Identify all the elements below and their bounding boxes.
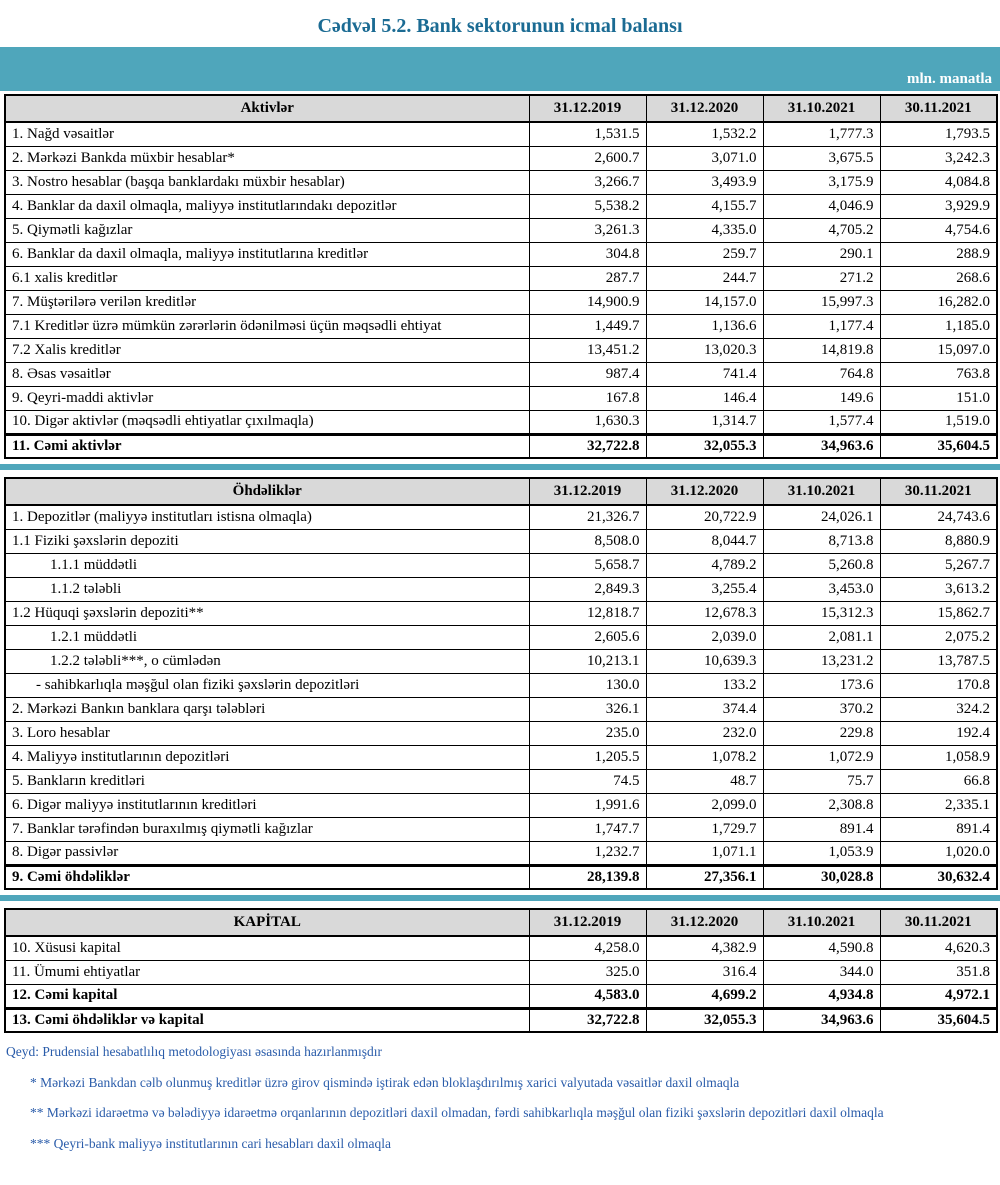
- row-label: 2. Mərkəzi Bankda müxbir hesablar*: [5, 146, 529, 170]
- cell-value: 3,613.2: [880, 577, 997, 601]
- cell-value: 316.4: [646, 960, 763, 984]
- row-label: 5. Qiymətli kağızlar: [5, 218, 529, 242]
- cell-value: 3,071.0: [646, 146, 763, 170]
- row-label: 10. Xüsusi kapital: [5, 936, 529, 960]
- table-row: [5, 386, 997, 410]
- table-row: [5, 242, 997, 266]
- table-row: [5, 625, 997, 649]
- table-section-kapital: [0, 905, 1000, 1033]
- total-row: [5, 1008, 997, 1032]
- cell-value: 173.6: [763, 673, 880, 697]
- column-header-date: 31.10.2021: [763, 95, 880, 122]
- cell-value: 5,260.8: [763, 553, 880, 577]
- row-label: 1.2.2 tələbli***, o cümlədən: [5, 649, 529, 673]
- cell-value: 14,819.8: [763, 338, 880, 362]
- cell-value: 351.8: [880, 960, 997, 984]
- table-row: [5, 122, 997, 146]
- cell-value: 48.7: [646, 769, 763, 793]
- cell-value: 14,900.9: [529, 290, 646, 314]
- cell-value: 151.0: [880, 386, 997, 410]
- cell-value: 24,026.1: [763, 505, 880, 529]
- cell-value: 4,583.0: [529, 984, 646, 1008]
- cell-value: 891.4: [880, 817, 997, 841]
- cell-value: 4,335.0: [646, 218, 763, 242]
- cell-value: 20,722.9: [646, 505, 763, 529]
- cell-value: 24,743.6: [880, 505, 997, 529]
- row-label: 1. Nağd vəsaitlər: [5, 122, 529, 146]
- row-label: 4. Banklar da daxil olmaqla, maliyyə institutlarındakı depozitlər: [5, 194, 529, 218]
- cell-value: 4,754.6: [880, 218, 997, 242]
- cell-value: 30,632.4: [880, 865, 997, 889]
- unit-label: mln. manatla: [906, 71, 992, 87]
- table-row: [5, 817, 997, 841]
- cell-value: 14,157.0: [646, 290, 763, 314]
- cell-value: 1,205.5: [529, 745, 646, 769]
- cell-value: 374.4: [646, 697, 763, 721]
- column-header-date: 30.11.2021: [880, 478, 997, 505]
- cell-value: 235.0: [529, 721, 646, 745]
- cell-value: 1,449.7: [529, 314, 646, 338]
- row-label: 1.2 Hüquqi şəxslərin depoziti**: [5, 601, 529, 625]
- cell-value: 4,789.2: [646, 553, 763, 577]
- cell-value: 8,880.9: [880, 529, 997, 553]
- table-row: [5, 314, 997, 338]
- cell-value: 4,084.8: [880, 170, 997, 194]
- cell-value: 4,590.8: [763, 936, 880, 960]
- balance-table-aktivler: [4, 94, 998, 459]
- cell-value: 5,658.7: [529, 553, 646, 577]
- cell-value: 1,071.1: [646, 841, 763, 865]
- cell-value: 32,722.8: [529, 434, 646, 458]
- row-label: 1.2.1 müddətli: [5, 625, 529, 649]
- cell-value: 232.0: [646, 721, 763, 745]
- table-row: [5, 601, 997, 625]
- cell-value: 4,046.9: [763, 194, 880, 218]
- cell-value: 28,139.8: [529, 865, 646, 889]
- cell-value: 259.7: [646, 242, 763, 266]
- row-label: 1.1 Fiziki şəxslərin depoziti: [5, 529, 529, 553]
- cell-value: 146.4: [646, 386, 763, 410]
- cell-value: 30,028.8: [763, 865, 880, 889]
- table-row: [5, 841, 997, 865]
- cell-value: 74.5: [529, 769, 646, 793]
- row-label: 3. Loro hesablar: [5, 721, 529, 745]
- cell-value: 3,929.9: [880, 194, 997, 218]
- cell-value: 8,044.7: [646, 529, 763, 553]
- table-row: [5, 769, 997, 793]
- header-row: [5, 909, 997, 936]
- balance-table-ohdelikler: [4, 477, 998, 890]
- cell-value: 1,072.9: [763, 745, 880, 769]
- column-header-date: 31.12.2020: [646, 909, 763, 936]
- cell-value: 3,175.9: [763, 170, 880, 194]
- cell-value: 10,213.1: [529, 649, 646, 673]
- cell-value: 1,630.3: [529, 410, 646, 434]
- cell-value: 1,314.7: [646, 410, 763, 434]
- row-label: 8. Əsas vəsaitlər: [5, 362, 529, 386]
- cell-value: 2,039.0: [646, 625, 763, 649]
- cell-value: 1,519.0: [880, 410, 997, 434]
- header-row: [5, 478, 997, 505]
- row-label: 11. Ümumi ehtiyatlar: [5, 960, 529, 984]
- row-label: 9. Qeyri-maddi aktivlər: [5, 386, 529, 410]
- cell-value: 244.7: [646, 266, 763, 290]
- cell-value: 4,155.7: [646, 194, 763, 218]
- row-label: 6. Banklar da daxil olmaqla, maliyyə institutlarına kreditlər: [5, 242, 529, 266]
- cell-value: 170.8: [880, 673, 997, 697]
- cell-value: 1,747.7: [529, 817, 646, 841]
- row-label: 10. Digər aktivlər (məqsədli ehtiyatlar çıxılmaqla): [5, 410, 529, 434]
- cell-value: 287.7: [529, 266, 646, 290]
- row-label: 7.2 Xalis kreditlər: [5, 338, 529, 362]
- footnote-2: ** Mərkəzi idarəetmə və bələdiyyə idarəetmə orqanlarının depozitləri daxil olmadan, fərdi sahibkarlıqla məşğul olan fiziki şəxslərin depozitləri daxil olmaqla: [30, 1105, 884, 1121]
- cell-value: 1,185.0: [880, 314, 997, 338]
- cell-value: 325.0: [529, 960, 646, 984]
- cell-value: 1,991.6: [529, 793, 646, 817]
- cell-value: 288.9: [880, 242, 997, 266]
- cell-value: 32,055.3: [646, 1008, 763, 1032]
- table-row: [5, 338, 997, 362]
- table-row: [5, 649, 997, 673]
- cell-value: 149.6: [763, 386, 880, 410]
- column-header-date: 31.12.2019: [529, 95, 646, 122]
- section-divider-band: [0, 464, 1000, 470]
- cell-value: 15,862.7: [880, 601, 997, 625]
- row-label: 3. Nostro hesablar (başqa banklardakı müxbir hesablar): [5, 170, 529, 194]
- section-divider-band: [0, 895, 1000, 901]
- cell-value: 15,312.3: [763, 601, 880, 625]
- cell-value: 2,849.3: [529, 577, 646, 601]
- section-title-ohdelikler: Öhdəliklər: [5, 478, 529, 505]
- cell-value: 4,699.2: [646, 984, 763, 1008]
- table-row: [5, 529, 997, 553]
- table-row: [5, 960, 997, 984]
- cell-value: 4,620.3: [880, 936, 997, 960]
- cell-value: 326.1: [529, 697, 646, 721]
- cell-value: 1,532.2: [646, 122, 763, 146]
- cell-value: 2,075.2: [880, 625, 997, 649]
- table-row: [5, 745, 997, 769]
- column-header-date: 31.12.2020: [646, 478, 763, 505]
- row-label: - sahibkarlıqla məşğul olan fiziki şəxslərin depozitləri: [5, 673, 529, 697]
- table-section-aktivler: [0, 91, 1000, 459]
- cell-value: 1,777.3: [763, 122, 880, 146]
- column-header-date: 31.12.2020: [646, 95, 763, 122]
- cell-value: 229.8: [763, 721, 880, 745]
- cell-value: 13,787.5: [880, 649, 997, 673]
- table-row: [5, 362, 997, 386]
- table-row: [5, 170, 997, 194]
- cell-value: 2,335.1: [880, 793, 997, 817]
- row-label: 11. Cəmi aktivlər: [5, 434, 529, 458]
- cell-value: 268.6: [880, 266, 997, 290]
- cell-value: 1,531.5: [529, 122, 646, 146]
- cell-value: 324.2: [880, 697, 997, 721]
- cell-value: 304.8: [529, 242, 646, 266]
- column-header-date: 30.11.2021: [880, 95, 997, 122]
- table-row: [5, 673, 997, 697]
- cell-value: 3,493.9: [646, 170, 763, 194]
- cell-value: 1,136.6: [646, 314, 763, 338]
- cell-value: 763.8: [880, 362, 997, 386]
- cell-value: 1,177.4: [763, 314, 880, 338]
- cell-value: 32,722.8: [529, 1008, 646, 1032]
- row-label: 8. Digər passivlər: [5, 841, 529, 865]
- cell-value: 3,453.0: [763, 577, 880, 601]
- table-row: [5, 146, 997, 170]
- cell-value: 27,356.1: [646, 865, 763, 889]
- cell-value: 13,020.3: [646, 338, 763, 362]
- cell-value: 15,997.3: [763, 290, 880, 314]
- cell-value: 2,081.1: [763, 625, 880, 649]
- cell-value: 2,308.8: [763, 793, 880, 817]
- cell-value: 3,675.5: [763, 146, 880, 170]
- row-label: 1.1.1 müddətli: [5, 553, 529, 577]
- row-label: 1. Depozitlər (maliyyə institutları istisna olmaqla): [5, 505, 529, 529]
- total-row: [5, 434, 997, 458]
- cell-value: 1,053.9: [763, 841, 880, 865]
- cell-value: 167.8: [529, 386, 646, 410]
- cell-value: 192.4: [880, 721, 997, 745]
- row-label: 6.1 xalis kreditlər: [5, 266, 529, 290]
- cell-value: 35,604.5: [880, 1008, 997, 1032]
- cell-value: 10,639.3: [646, 649, 763, 673]
- cell-value: 35,604.5: [880, 434, 997, 458]
- table-row: [5, 194, 997, 218]
- row-label: 7. Müştərilərə verilən kreditlər: [5, 290, 529, 314]
- cell-value: 271.2: [763, 266, 880, 290]
- column-header-date: 31.10.2021: [763, 909, 880, 936]
- column-header-date: 31.12.2019: [529, 909, 646, 936]
- cell-value: 741.4: [646, 362, 763, 386]
- cell-value: 2,605.6: [529, 625, 646, 649]
- note-qeyd: Qeyd: Prudensial hesabatlılıq metodologiyası əsasında hazırlanmışdır: [6, 1044, 383, 1059]
- cell-value: 3,242.3: [880, 146, 997, 170]
- cell-value: 75.7: [763, 769, 880, 793]
- cell-value: 891.4: [763, 817, 880, 841]
- table-row: [5, 410, 997, 434]
- footnote-3: *** Qeyri-bank maliyyə institutlarının cari hesabları daxil olmaqla: [30, 1135, 392, 1151]
- cell-value: 34,963.6: [763, 1008, 880, 1032]
- cell-value: 1,078.2: [646, 745, 763, 769]
- row-label: 12. Cəmi kapital: [5, 984, 529, 1008]
- cell-value: 2,600.7: [529, 146, 646, 170]
- section-title-kapital: KAPİTAL: [5, 909, 529, 936]
- cell-value: 1,729.7: [646, 817, 763, 841]
- cell-value: 4,258.0: [529, 936, 646, 960]
- unit-band: [0, 47, 1000, 91]
- table-row: [5, 793, 997, 817]
- cell-value: 5,267.7: [880, 553, 997, 577]
- cell-value: 4,705.2: [763, 218, 880, 242]
- cell-value: 8,713.8: [763, 529, 880, 553]
- cell-value: 370.2: [763, 697, 880, 721]
- cell-value: 32,055.3: [646, 434, 763, 458]
- cell-value: 15,097.0: [880, 338, 997, 362]
- cell-value: 2,099.0: [646, 793, 763, 817]
- cell-value: 133.2: [646, 673, 763, 697]
- row-label: 1.1.2 tələbli: [5, 577, 529, 601]
- cell-value: 987.4: [529, 362, 646, 386]
- table-row: [5, 218, 997, 242]
- cell-value: 1,020.0: [880, 841, 997, 865]
- table-row: [5, 984, 997, 1008]
- balance-tables: [0, 91, 1000, 1033]
- column-header-date: 31.12.2019: [529, 478, 646, 505]
- row-label: 7.1 Kreditlər üzrə mümkün zərərlərin ödənilməsi üçün məqsədli ehtiyat: [5, 314, 529, 338]
- row-label: 7. Banklar tərəfindən buraxılmış qiymətli kağızlar: [5, 817, 529, 841]
- cell-value: 5,538.2: [529, 194, 646, 218]
- table-row: [5, 697, 997, 721]
- cell-value: 12,678.3: [646, 601, 763, 625]
- header-row: [5, 95, 997, 122]
- cell-value: 1,232.7: [529, 841, 646, 865]
- row-label: 9. Cəmi öhdəliklər: [5, 865, 529, 889]
- cell-value: 3,261.3: [529, 218, 646, 242]
- row-label: 6. Digər maliyyə institutlarının kreditləri: [5, 793, 529, 817]
- cell-value: 4,972.1: [880, 984, 997, 1008]
- column-header-date: 30.11.2021: [880, 909, 997, 936]
- footnote-1: * Mərkəzi Bankdan cəlb olunmuş kreditlər üzrə girov qismində iştirak edən bloklaşdırılmış xarici valyutada vəsaitlər daxil olmaqla: [30, 1074, 740, 1090]
- cell-value: 3,266.7: [529, 170, 646, 194]
- cell-value: 4,382.9: [646, 936, 763, 960]
- balance-table-kapital: [4, 908, 998, 1033]
- table-row: [5, 577, 997, 601]
- footnotes: [0, 1033, 1000, 1185]
- table-row: [5, 266, 997, 290]
- cell-value: 290.1: [763, 242, 880, 266]
- total-row: [5, 865, 997, 889]
- cell-value: 4,934.8: [763, 984, 880, 1008]
- cell-value: 1,793.5: [880, 122, 997, 146]
- page-title: Cədvəl 5.2. Bank sektorunun icmal balansı: [317, 15, 683, 37]
- cell-value: 12,818.7: [529, 601, 646, 625]
- section-title-aktivler: Aktivlər: [5, 95, 529, 122]
- cell-value: 8,508.0: [529, 529, 646, 553]
- cell-value: 130.0: [529, 673, 646, 697]
- cell-value: 3,255.4: [646, 577, 763, 601]
- table-row: [5, 290, 997, 314]
- cell-value: 34,963.6: [763, 434, 880, 458]
- cell-value: 21,326.7: [529, 505, 646, 529]
- cell-value: 66.8: [880, 769, 997, 793]
- cell-value: 344.0: [763, 960, 880, 984]
- row-label: 5. Bankların kreditləri: [5, 769, 529, 793]
- table-row: [5, 721, 997, 745]
- column-header-date: 31.10.2021: [763, 478, 880, 505]
- cell-value: 13,451.2: [529, 338, 646, 362]
- row-label: 4. Maliyyə institutlarının depozitləri: [5, 745, 529, 769]
- table-row: [5, 553, 997, 577]
- cell-value: 16,282.0: [880, 290, 997, 314]
- row-label: 2. Mərkəzi Bankın banklara qarşı tələbləri: [5, 697, 529, 721]
- cell-value: 1,577.4: [763, 410, 880, 434]
- cell-value: 764.8: [763, 362, 880, 386]
- row-label: 13. Cəmi öhdəliklər və kapital: [5, 1008, 529, 1032]
- cell-value: 13,231.2: [763, 649, 880, 673]
- cell-value: 1,058.9: [880, 745, 997, 769]
- table-row: [5, 505, 997, 529]
- table-section-ohdelikler: [0, 474, 1000, 890]
- table-row: [5, 936, 997, 960]
